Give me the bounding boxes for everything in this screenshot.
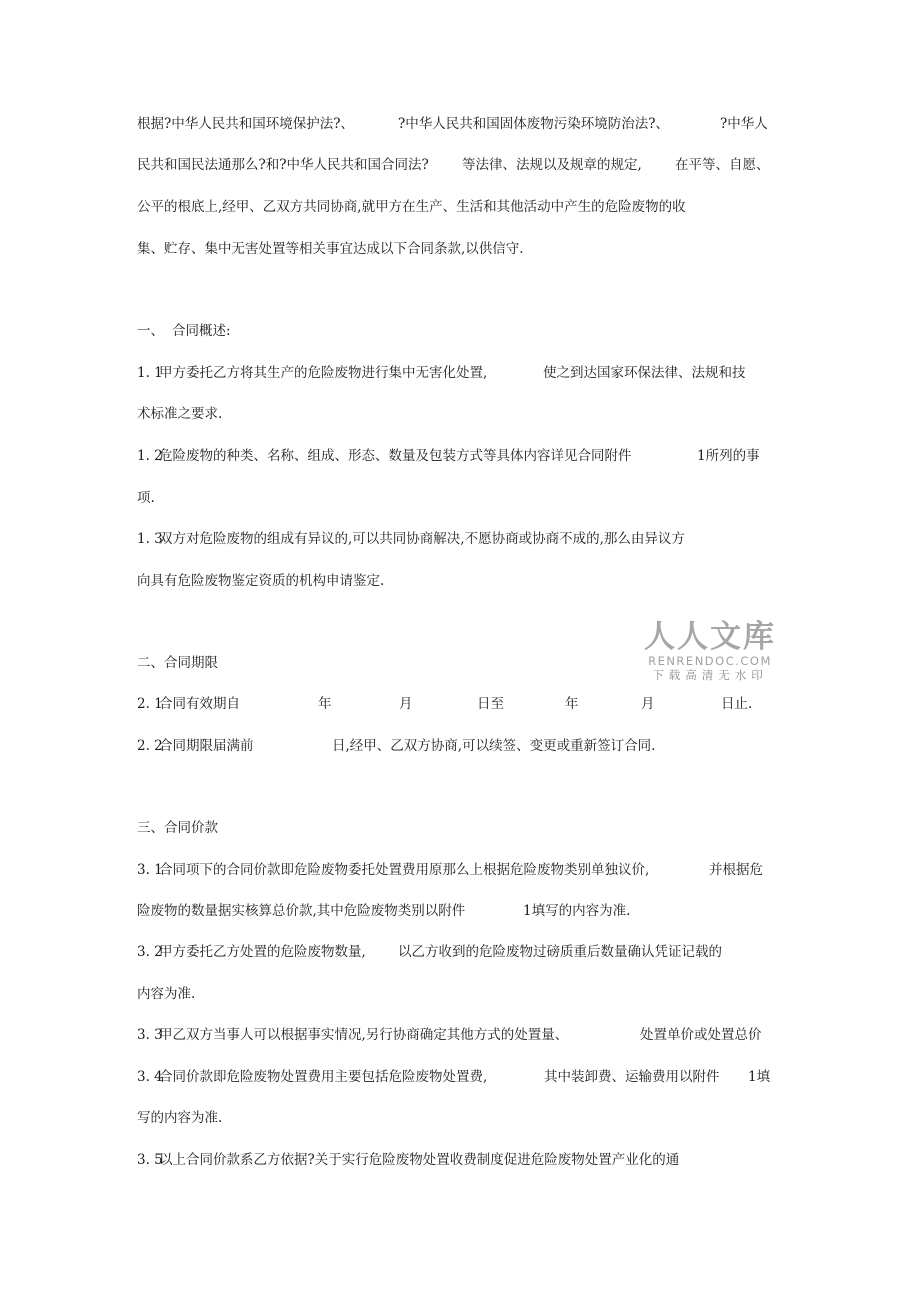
- intro-text: 公平的根底上,经甲、乙双方共同协商,就甲方在生产、生活和其他活动中产生的危险废物的收: [137, 199, 686, 215]
- clause-1-2-line-2: [0, 487, 920, 509]
- intro-line-2: [0, 154, 920, 176]
- clause-text: 1所列的事: [697, 448, 760, 464]
- intro-line-4: [0, 238, 920, 260]
- section-1-heading: [0, 320, 920, 342]
- clause-text: 使之到达国家环保法律、法规和技: [543, 365, 746, 381]
- clause-text: 写的内容为准.: [137, 1110, 223, 1126]
- clause-1-1-line-2: [0, 403, 920, 425]
- clause-text: 合同期限届满前: [159, 738, 254, 754]
- date-label-month: 月: [641, 696, 655, 712]
- clause-text: 向具有危险废物鉴定资质的机构申请鉴定.: [137, 573, 385, 589]
- watermark-logo: [640, 620, 780, 683]
- date-label-month: 月: [399, 696, 413, 712]
- date-label-day: 日至: [477, 696, 504, 712]
- clause-text: 甲方委托乙方将其生产的危险废物进行集中无害化处置,: [159, 365, 488, 381]
- clause-text: 项.: [137, 490, 155, 506]
- clause-number: 1. 1: [137, 365, 163, 381]
- date-label-day: 日止.: [721, 696, 753, 712]
- clause-number: 2. 2: [137, 738, 163, 754]
- clause-text: 合同价款即危险废物处置费用主要包括危险废物处置费,: [159, 1069, 488, 1085]
- clause-3-3-line-1: [0, 1024, 920, 1046]
- section-2-heading: [0, 652, 920, 674]
- intro-text: 集、贮存、集中无害处置等相关事宜达成以下合同条款,以供信守.: [137, 241, 524, 257]
- intro-text: 根据?中华人民共和国环境保护法?、: [137, 116, 354, 132]
- clause-1-1-line-1: [0, 362, 920, 384]
- clause-text: 以乙方收到的危险废物过磅质重后数量确认凭证记载的: [398, 944, 722, 960]
- clause-number: 1. 2: [137, 448, 163, 464]
- clause-number: 3. 4: [137, 1069, 163, 1085]
- clause-text: 内容为准.: [137, 986, 196, 1002]
- clause-2-1: [0, 693, 920, 715]
- section-title: 二、合同期限: [137, 655, 218, 671]
- section-title: 三、合同价款: [137, 820, 218, 836]
- clause-text: 合同有效期自: [159, 696, 240, 712]
- section-3-heading: [0, 817, 920, 839]
- section-title: 合同概述:: [172, 323, 231, 339]
- clause-text: 1填写的内容为准.: [523, 903, 631, 919]
- watermark-title: 人人文库: [644, 619, 776, 655]
- watermark-subtitle: 下载高清无水印: [652, 668, 768, 682]
- clause-3-2-line-2: [0, 983, 920, 1005]
- clause-3-1-line-1: [0, 859, 920, 881]
- clause-3-4-line-2: [0, 1107, 920, 1129]
- clause-text: 险废物的数量据实核算总价款,其中危险废物类别以附件: [137, 903, 466, 919]
- clause-text: 危险废物的种类、名称、组成、形态、数量及包装方式等具体内容详见合同附件: [159, 448, 632, 464]
- watermark-url: RENRENDOC.COM: [648, 654, 772, 668]
- clause-text: 1填: [748, 1069, 771, 1085]
- clause-text: 甲乙双方当事人可以根据事实情况,另行协商确定其他方式的处置量、: [159, 1027, 569, 1043]
- clause-number: 2. 1: [137, 696, 163, 712]
- clause-number: 3. 3: [137, 1027, 163, 1043]
- intro-text: 民共和国民法通那么?和?中华人民共和国合同法?: [137, 157, 429, 173]
- intro-text: ?中华人: [720, 116, 768, 132]
- section-number: 一、: [137, 323, 164, 339]
- clause-text: 甲方委托乙方处置的危险废物数量,: [159, 944, 366, 960]
- date-label-year: 年: [565, 696, 579, 712]
- clause-number: 1. 3: [137, 531, 163, 547]
- clause-text: 并根据危: [709, 862, 763, 878]
- clause-text: 处置单价或处置总价: [640, 1027, 762, 1043]
- intro-line-3: [0, 196, 920, 218]
- clause-text: 术标准之要求.: [137, 406, 223, 422]
- clause-text: 日,经甲、乙双方协商,可以续签、变更或重新签订合同.: [332, 738, 656, 754]
- clause-1-2-line-1: [0, 445, 920, 467]
- clause-3-4-line-1: [0, 1066, 920, 1088]
- clause-text: 双方对危险废物的组成有异议的,可以共同协商解决,不愿协商或协商不成的,那么由异议方: [159, 531, 685, 547]
- clause-1-3-line-2: [0, 570, 920, 592]
- clause-2-2: [0, 735, 920, 757]
- clause-3-1-line-2: [0, 900, 920, 922]
- clause-text: 合同项下的合同价款即危险废物委托处置费用原那么上根据危险废物类别单独议价,: [159, 862, 650, 878]
- clause-3-5-line-1: [0, 1149, 920, 1171]
- clause-number: 3. 1: [137, 862, 163, 878]
- intro-text: 等法律、法规以及规章的规定,: [462, 157, 642, 173]
- intro-text: ?中华人民共和国固体废物污染环境防治法?、: [398, 116, 669, 132]
- clause-text: 其中装卸费、运输费用以附件: [544, 1069, 720, 1085]
- clause-1-3-line-1: [0, 528, 920, 550]
- clause-text: 以上合同价款系乙方依据?关于实行危险废物处置收费制度促进危险废物处置产业化的通: [159, 1152, 680, 1168]
- date-label-year: 年: [318, 696, 332, 712]
- clause-number: 3. 5: [137, 1152, 163, 1168]
- intro-text: 在平等、自愿、: [675, 157, 770, 173]
- intro-line-1: [0, 113, 920, 135]
- clause-number: 3. 2: [137, 944, 163, 960]
- clause-3-2-line-1: [0, 941, 920, 963]
